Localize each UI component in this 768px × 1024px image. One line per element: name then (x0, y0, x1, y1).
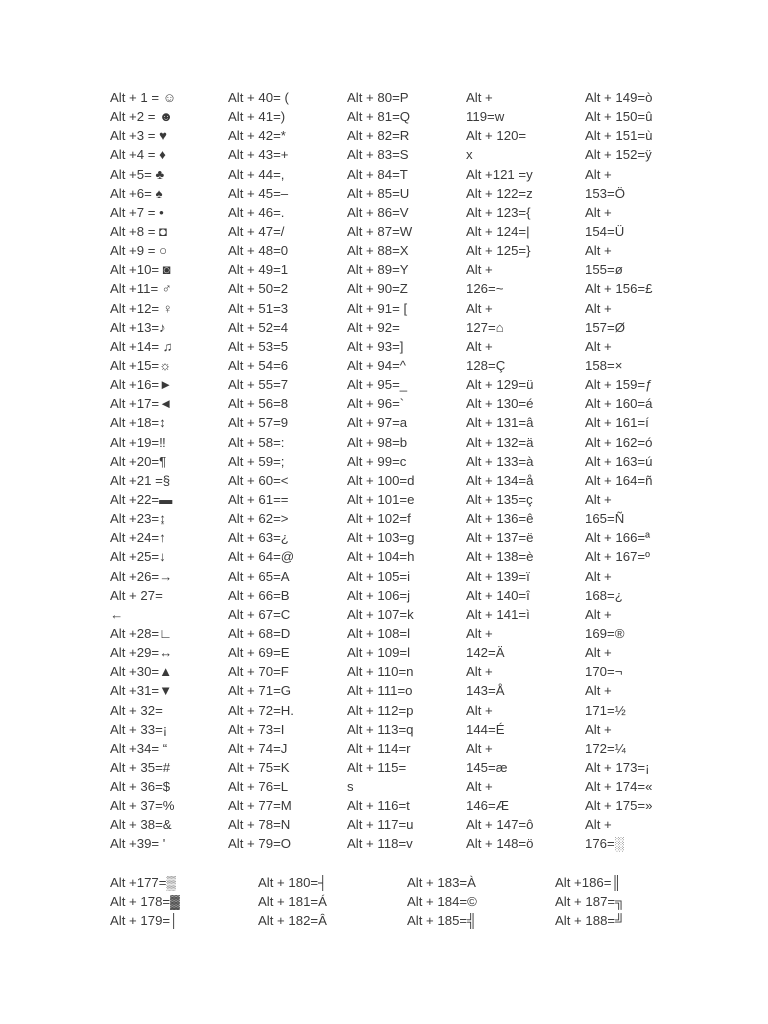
alt-code-entry: Alt + 107=k (347, 606, 414, 622)
alt-code-entry: Alt + (466, 664, 493, 680)
alt-code-entry: Alt + 79=O (228, 836, 292, 852)
alt-code-entry: Alt + 183=À (407, 875, 476, 890)
alt-code-entry: Alt +17=◄ (110, 396, 173, 412)
alt-code-entry: 168=¿ (585, 587, 623, 603)
alt-code-entry: Alt +6= ♠ (110, 185, 163, 201)
alt-code-entry: Alt + 94=^ (347, 357, 406, 373)
alt-code-entry: Alt + 37=% (110, 798, 175, 814)
alt-code-entry: Alt +25=↓ (110, 549, 166, 565)
alt-code-entry: Alt + (585, 568, 612, 584)
alt-code-entry: Alt + 156=£ (585, 281, 653, 297)
alt-code-entry: Alt + 91= [ (347, 300, 408, 316)
alt-code-entry: Alt + 178=▓ (110, 894, 180, 910)
alt-code-entry: Alt + (585, 817, 612, 833)
alt-code-entry: Alt + 124=| (466, 223, 530, 239)
bottom-column-4 (555, 873, 703, 930)
alt-code-entry: Alt +177=▒ (110, 875, 176, 890)
alt-code-entry: Alt + 1 = ☺ (110, 90, 177, 105)
alt-code-entry: Alt +23=↨ (110, 511, 166, 527)
alt-code-entry: Alt + 74=J (228, 740, 288, 756)
alt-code-entry: Alt + 103=g (347, 530, 415, 546)
alt-code-entry: Alt + 104=h (347, 549, 415, 565)
alt-code-entry: Alt + 99=c (347, 453, 407, 469)
alt-code-entry: 155=ø (585, 262, 623, 278)
alt-code-entry: Alt + 141=ì (466, 606, 530, 622)
alt-code-entry: Alt +18=↕ (110, 415, 166, 431)
alt-code-entry: Alt + 149=ò (585, 90, 653, 105)
alt-code-entry: Alt +186=║ (555, 875, 621, 890)
alt-code-entry: Alt + 86=V (347, 204, 409, 220)
alt-code-entry: Alt + 70=F (228, 664, 289, 680)
alt-code-entry: Alt + 84=T (347, 166, 408, 182)
alt-code-entry: Alt + 118=v (347, 836, 413, 852)
alt-code-entry: Alt + 114=r (347, 740, 411, 756)
alt-code-entry: Alt + 112=p (347, 702, 414, 718)
column-5 (585, 88, 703, 854)
alt-code-entry: Alt + (585, 300, 612, 316)
alt-code-entry: Alt + 135=ç (466, 491, 533, 507)
alt-code-entry: Alt + 150=û (585, 109, 653, 125)
alt-code-entry: Alt +39= ' (110, 836, 166, 852)
bottom-column-3 (407, 873, 555, 930)
alt-code-entry: Alt + 131=â (466, 415, 534, 431)
alt-code-entry: Alt + 41=) (228, 109, 286, 125)
alt-code-entry: Alt + 52=4 (228, 319, 289, 335)
alt-code-entry: Alt + 125=} (466, 243, 531, 259)
column-2 (228, 88, 346, 854)
alt-code-entry: Alt + 159=ƒ (585, 377, 653, 393)
alt-code-entry: Alt + (585, 166, 612, 182)
alt-code-entry: ← (110, 606, 124, 622)
bottom-column-2 (258, 873, 406, 930)
alt-code-entry: Alt + 71=G (228, 683, 292, 699)
alt-code-entry: Alt + 162=ó (585, 434, 653, 450)
alt-code-entry: Alt + 106=j (347, 587, 411, 603)
alt-code-entry: Alt + 182=Â (258, 913, 327, 929)
alt-code-entry: Alt + (466, 262, 493, 278)
alt-code-entry: Alt +7 = • (110, 204, 164, 220)
alt-code-entry: Alt + 136=ê (466, 511, 534, 527)
alt-code-entry: Alt + 61== (228, 491, 289, 507)
alt-code-entry: Alt + 57=9 (228, 415, 289, 431)
alt-code-entry: Alt + 83=S (347, 147, 409, 163)
alt-code-entry: Alt + 130=é (466, 396, 534, 412)
alt-code-entry: Alt + 66=B (228, 587, 290, 603)
alt-code-entry: Alt + 78=N (228, 817, 291, 833)
alt-code-entry: Alt + 51=3 (228, 300, 289, 316)
alt-code-entry: Alt + 92= (347, 319, 400, 335)
alt-code-entry: Alt + 72=H. (228, 702, 294, 718)
alt-code-entry: Alt + 85=U (347, 185, 410, 201)
alt-code-entry: Alt + 60=< (228, 472, 289, 488)
alt-code-entry: Alt + 36=$ (110, 779, 171, 795)
alt-code-entry: Alt + 188=╝ (555, 913, 625, 929)
alt-code-entry: Alt + 58=: (228, 434, 285, 450)
alt-code-entry: 170=¬ (585, 664, 623, 680)
alt-code-entry: Alt + 76=L (228, 779, 289, 795)
alt-code-entry: Alt +22=▬ (110, 491, 173, 507)
alt-code-entry: Alt + (466, 338, 493, 354)
alt-code-entry: Alt +3 = ♥ (110, 128, 167, 144)
alt-code-entry: 157=Ø (585, 319, 625, 335)
alt-code-entry: Alt + 47=/ (228, 223, 285, 239)
alt-code-entry: 127=⌂ (466, 319, 504, 335)
alt-code-entry: Alt + 117=u (347, 817, 414, 833)
alt-code-entry: Alt + 100=d (347, 472, 415, 488)
alt-code-entry: Alt + 132=ä (466, 434, 534, 450)
alt-code-entry: Alt + 33=¡ (110, 721, 168, 737)
alt-code-entry: Alt + 173=¡ (585, 759, 650, 775)
alt-code-entry: Alt +2 = ☻ (110, 109, 173, 125)
alt-code-entry: Alt +10= ◙ (110, 262, 171, 278)
alt-code-entry: Alt + 67=C (228, 606, 291, 622)
alt-code-entry: Alt + 95=_ (347, 377, 408, 393)
alt-code-entry: 169=® (585, 625, 625, 641)
alt-code-entry: Alt + 63=¿ (228, 530, 289, 546)
alt-code-entry: 165=Ñ (585, 511, 625, 527)
alt-code-entry: Alt + 184=© (407, 894, 477, 910)
alt-code-entry: Alt + 62=> (228, 511, 289, 527)
alt-code-entry: Alt +20=¶ (110, 453, 167, 469)
alt-code-entry: Alt + 174=« (585, 779, 653, 795)
alt-code-entry: Alt + 105=i (347, 568, 411, 584)
alt-code-entry: Alt + 82=R (347, 128, 410, 144)
alt-code-entry: Alt + 139=ï (466, 568, 530, 584)
alt-code-entry: Alt + 109=l (347, 645, 411, 661)
alt-code-entry: Alt + 59=; (228, 453, 285, 469)
alt-code-entry: Alt + 88=X (347, 243, 409, 259)
alt-code-entry: Alt +34= “ (110, 740, 168, 756)
alt-code-entry: Alt + 148=ö (466, 836, 534, 852)
alt-code-entry: Alt + 80=P (347, 90, 409, 105)
alt-code-entry: Alt + 89=Y (347, 262, 409, 278)
alt-code-entry: Alt + 27= (110, 587, 163, 603)
alt-code-entry: Alt + 110=n (347, 664, 414, 680)
alt-code-entry: 128=Ç (466, 357, 506, 373)
alt-code-entry: 153=Ö (585, 185, 625, 201)
alt-code-entry: Alt +21 =§ (110, 472, 171, 488)
alt-code-entry: Alt +11= ♂ (110, 281, 172, 297)
alt-code-entry: Alt +14= ♫ (110, 338, 173, 354)
alt-code-entry: Alt + 134=å (466, 472, 534, 488)
alt-code-entry: Alt + (466, 702, 493, 718)
alt-code-entry: Alt + 137=ë (466, 530, 534, 546)
alt-code-entry: Alt + (466, 740, 493, 756)
alt-code-entry: Alt + 187=╗ (555, 894, 625, 910)
alt-code-entry: 119=w (466, 109, 505, 125)
alt-code-entry: Alt + 77=M (228, 798, 292, 814)
alt-code-entry: Alt + 81=Q (347, 109, 411, 125)
alt-code-entry: Alt + 46=. (228, 204, 285, 220)
alt-code-entry: Alt +13=♪ (110, 319, 166, 335)
alt-code-entry: Alt + 179=│ (110, 913, 179, 929)
alt-code-entry: Alt +26=→ (110, 568, 173, 584)
alt-code-entry: Alt + 55=7 (228, 377, 289, 393)
alt-code-entry: Alt + 180=┤ (258, 875, 328, 890)
alt-code-entry: Alt + (585, 683, 612, 699)
alt-code-entry: Alt + 166=ª (585, 530, 651, 546)
alt-code-entry: Alt +28=∟ (110, 625, 173, 641)
alt-code-entry: Alt + 101=e (347, 491, 415, 507)
alt-code-entry: 144=É (466, 721, 505, 737)
column-4 (466, 88, 584, 854)
alt-code-entry: Alt + 53=5 (228, 338, 289, 354)
alt-code-entry: Alt + 175=» (585, 798, 653, 814)
alt-code-entry: Alt + (585, 721, 612, 737)
alt-code-entry: Alt + 69=E (228, 645, 290, 661)
alt-code-entry: Alt + 140=î (466, 587, 530, 603)
alt-code-entry: Alt + (585, 338, 612, 354)
alt-code-entry: Alt + 185=╣ (407, 913, 477, 929)
alt-code-entry: Alt + 161=í (585, 415, 649, 431)
alt-code-entry: Alt +4 = ♦ (110, 147, 166, 163)
alt-code-entry: Alt + 120= (466, 128, 527, 144)
alt-code-entry: Alt +12= ♀ (110, 300, 173, 316)
alt-code-entry: Alt + 56=8 (228, 396, 289, 412)
alt-code-entry: 126=~ (466, 281, 504, 297)
alt-code-entry: Alt + 73=I (228, 721, 285, 737)
alt-code-entry: Alt + 102=f (347, 511, 411, 527)
alt-code-entry: Alt +24=↑ (110, 530, 166, 546)
alt-code-entry: Alt + 32= (110, 702, 163, 718)
alt-code-entry: Alt + 75=K (228, 759, 290, 775)
alt-code-entry: Alt + (466, 90, 493, 105)
alt-code-entry: Alt +8 = ◘ (110, 223, 168, 239)
alt-code-entry: Alt + 87=W (347, 223, 413, 239)
alt-code-entry: Alt +16=► (110, 377, 173, 393)
alt-code-entry: x (466, 147, 473, 163)
alt-code-entry: Alt + 113=q (347, 721, 414, 737)
alt-code-entry: Alt + 151=ù (585, 128, 653, 144)
alt-code-entry: Alt + (585, 645, 612, 661)
alt-code-entry: Alt + 129=ü (466, 377, 534, 393)
column-1 (110, 88, 228, 854)
alt-code-entry: Alt + 116=t (347, 798, 410, 814)
alt-code-entry: Alt + (466, 625, 493, 641)
column-3 (347, 88, 465, 854)
alt-code-entry: 143=Å (466, 683, 505, 699)
alt-code-entry: Alt + 38=& (110, 817, 172, 833)
alt-code-entry: s (347, 779, 354, 795)
alt-code-entry: Alt + 65=A (228, 568, 290, 584)
alt-code-entry: Alt +31=▼ (110, 683, 173, 699)
alt-code-entry: Alt + 44=, (228, 166, 285, 182)
alt-code-entry: Alt + 96=` (347, 396, 405, 412)
alt-code-entry: 146=Æ (466, 798, 509, 814)
alt-code-entry: Alt + 163=ú (585, 453, 653, 469)
alt-code-entry: Alt + 111=o (347, 683, 413, 699)
alt-code-entry: Alt +30=▲ (110, 664, 173, 680)
alt-code-entry: Alt +121 =y (466, 166, 533, 182)
alt-code-entry: Alt + 164=ñ (585, 472, 653, 488)
alt-code-entry: Alt + 35=# (110, 759, 171, 775)
alt-code-entry: Alt + 123={ (466, 204, 531, 220)
alt-code-entry: Alt + 45=– (228, 185, 289, 201)
alt-code-entry: Alt + 54=6 (228, 357, 289, 373)
alt-code-entry: 154=Ü (585, 223, 625, 239)
alt-code-entry: Alt + 50=2 (228, 281, 289, 297)
alt-code-entry: Alt + 49=1 (228, 262, 289, 278)
alt-code-entry: Alt + 40= ( (228, 90, 289, 105)
alt-code-entry: Alt + 122=z (466, 185, 533, 201)
alt-code-entry: 158=× (585, 357, 623, 373)
alt-code-entry: Alt + 108=l (347, 625, 411, 641)
alt-code-entry: Alt + (585, 243, 612, 259)
alt-code-entry: Alt +29=↔ (110, 645, 173, 661)
alt-code-entry: 145=æ (466, 759, 508, 775)
alt-code-entry: Alt + 90=Z (347, 281, 408, 297)
alt-code-entry: Alt + 48=0 (228, 243, 289, 259)
alt-code-entry: Alt + 147=ô (466, 817, 534, 833)
alt-code-entry: Alt + 98=b (347, 434, 408, 450)
alt-code-entry: 172=¼ (585, 740, 626, 756)
alt-code-entry: Alt + 43=+ (228, 147, 289, 163)
alt-code-entry: Alt +5= ♣ (110, 166, 165, 182)
alt-code-entry: Alt + 167=º (585, 549, 650, 565)
alt-code-entry: Alt + 152=ÿ (585, 147, 652, 163)
alt-code-entry: Alt + 64=@ (228, 549, 295, 565)
alt-code-entry: Alt + 42=* (228, 128, 286, 144)
alt-code-entry: 142=Ä (466, 645, 505, 661)
alt-code-entry: Alt +15=☼ (110, 357, 172, 373)
alt-code-entry: Alt +19=‼ (110, 434, 166, 450)
alt-code-entry: Alt + 68=D (228, 625, 291, 641)
alt-code-entry: Alt + (466, 779, 493, 795)
alt-code-entry: Alt + 115= (347, 759, 407, 775)
alt-code-entry: Alt + 160=á (585, 396, 653, 412)
alt-code-entry: Alt + (585, 606, 612, 622)
alt-code-entry: Alt + 138=è (466, 549, 534, 565)
bottom-column-1 (110, 873, 258, 930)
alt-code-entry: Alt + 181=Á (258, 894, 327, 910)
alt-code-entry: 171=½ (585, 702, 626, 718)
alt-code-entry: Alt + 93=] (347, 338, 404, 354)
alt-code-entry: Alt + (466, 300, 493, 316)
alt-code-entry: Alt + (585, 204, 612, 220)
alt-code-entry: Alt + 133=à (466, 453, 534, 469)
alt-code-entry: 176=░ (585, 836, 625, 852)
alt-code-entry: Alt +9 = ○ (110, 243, 168, 259)
alt-code-entry: Alt + 97=a (347, 415, 408, 431)
alt-code-entry: Alt + (585, 491, 612, 507)
